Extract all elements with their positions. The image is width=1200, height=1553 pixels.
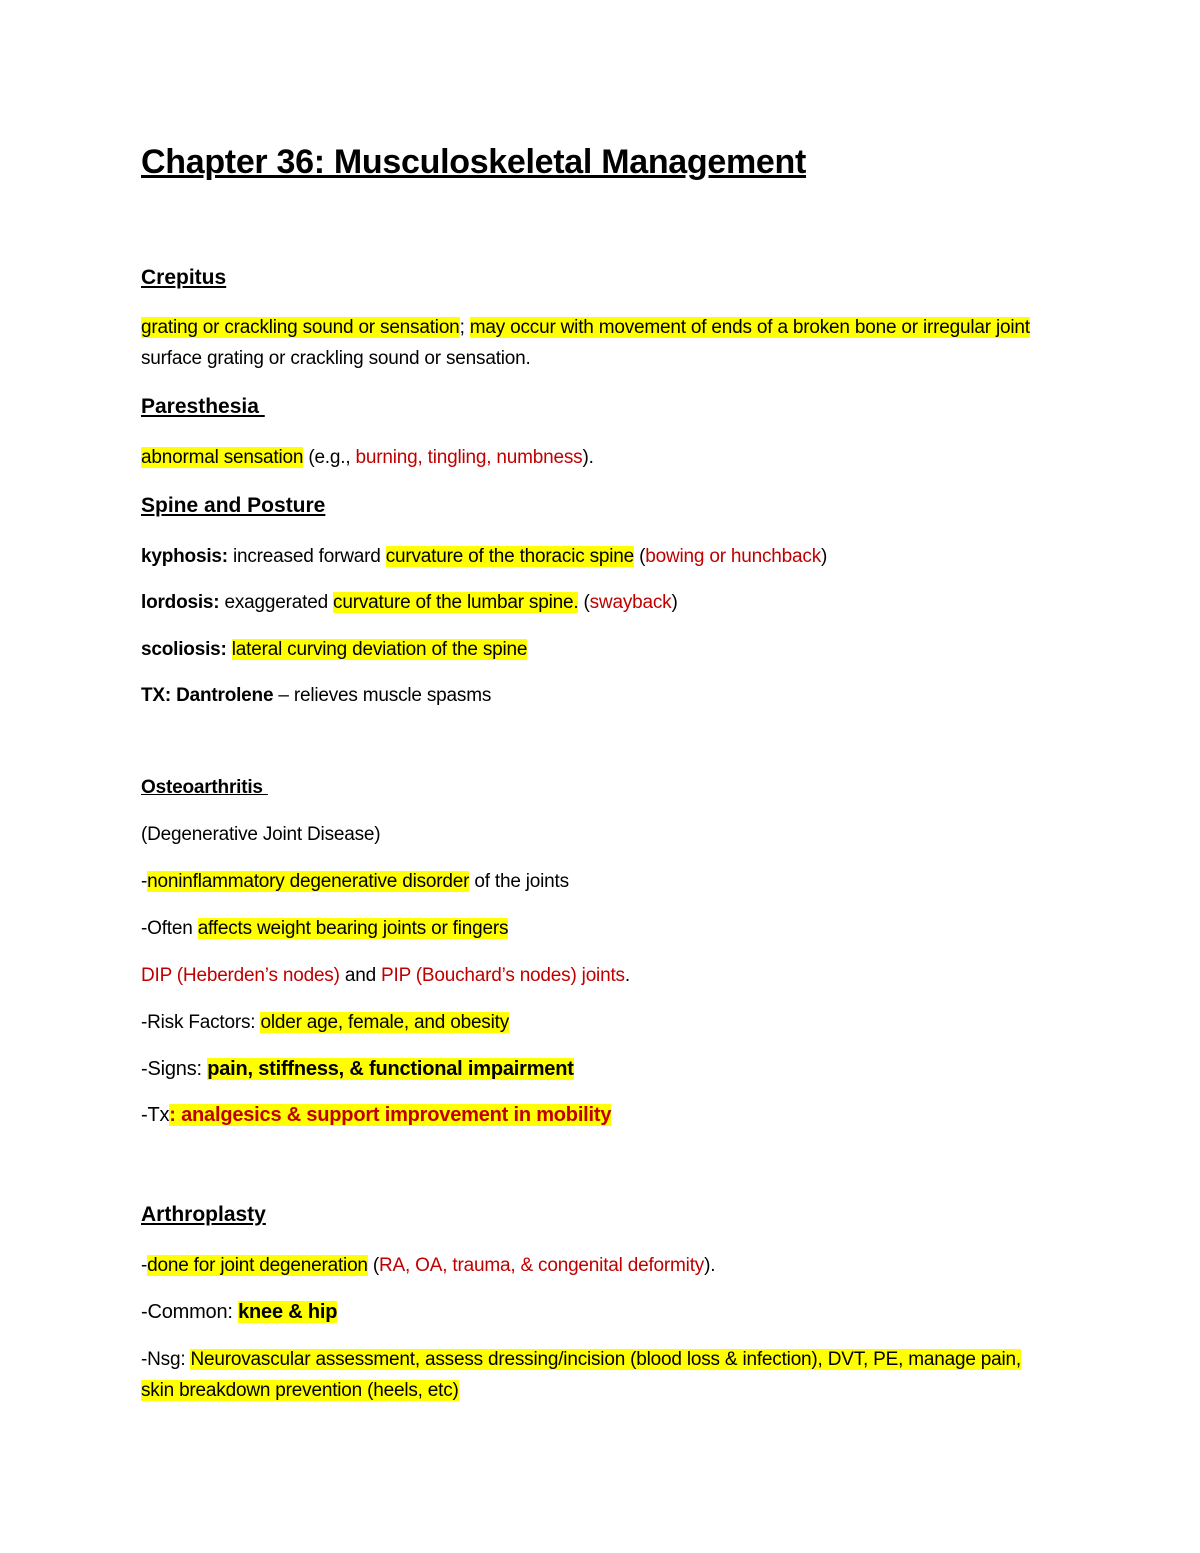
paresthesia-examples: burning, tingling, numbness <box>355 447 583 468</box>
heading-paresthesia: Paresthesia <box>141 395 265 418</box>
scoliosis-space <box>227 639 232 660</box>
oa-line-2 <box>141 913 508 944</box>
oa-signs-highlight: pain, stiffness, & functional impairment <box>207 1058 574 1080</box>
oa-signs-prefix: -Signs: <box>141 1058 208 1080</box>
paresthesia-close: ). <box>582 447 594 468</box>
arthroplasty-common-highlight: knee & hip <box>238 1301 338 1323</box>
kyphosis-open: ( <box>634 546 646 567</box>
oa-line-3-end: . <box>624 965 630 986</box>
scoliosis-highlight: lateral curving deviation of the spine <box>231 639 528 660</box>
oa-pip-text: PIP (Bouchard’s nodes) joints <box>381 965 625 986</box>
lordosis-open: ( <box>578 592 590 613</box>
oa-risk-line <box>141 1007 509 1038</box>
lordosis-line <box>141 587 678 618</box>
oa-dip-text: DIP (Heberden’s nodes) <box>141 965 340 986</box>
crepitus-text-3: surface grating or crackling sound or sensation. <box>141 348 531 369</box>
scoliosis-line <box>141 634 527 665</box>
paresthesia-term: abnormal sensation <box>141 447 304 468</box>
oa-tx-line <box>141 1100 611 1131</box>
heading-osteoarthritis: Osteoarthritis <box>141 777 268 798</box>
page-title: Chapter 36: Musculoskeletal Management <box>141 143 807 181</box>
arthroplasty-nsg-highlight: Neurovascular assessment, assess dressing/incision (blood loss & infection), DVT, PE, manage pain, skin breakdown prevention (heels, etc) <box>141 1349 1022 1401</box>
paresthesia-definition <box>141 442 594 473</box>
crepitus-space <box>465 317 470 338</box>
arthroplasty-nsg-prefix: -Nsg: <box>141 1349 191 1370</box>
arthroplasty-close: ). <box>704 1255 716 1276</box>
oa-subtitle: (Degenerative Joint Disease) <box>141 824 381 845</box>
oa-line-1-highlight: noninflammatory degenerative disorder <box>147 871 470 892</box>
scoliosis-label: scoliosis: <box>141 639 227 660</box>
lordosis-red: swayback <box>589 592 672 613</box>
crepitus-highlight-2: may occur with movement of ends of a broken bone or irregular joint <box>469 317 1030 338</box>
heading-crepitus: Crepitus <box>141 266 227 289</box>
arthroplasty-open: ( <box>367 1255 380 1276</box>
heading-arthroplasty: Arthroplasty <box>141 1203 266 1226</box>
oa-line-1-rest: of the joints <box>469 871 569 892</box>
oa-and-text: and <box>339 965 382 986</box>
lordosis-close: ) <box>671 592 678 613</box>
kyphosis-close: ) <box>821 546 828 567</box>
arthroplasty-common-prefix: -Common: <box>141 1301 239 1323</box>
spine-tx-line <box>141 680 491 711</box>
spine-tx-text: – relieves muscle spasms <box>273 685 492 706</box>
oa-risk-prefix: -Risk Factors: <box>141 1012 261 1033</box>
oa-line-2-prefix: -Often <box>141 918 198 939</box>
kyphosis-red: bowing or hunchback <box>645 546 821 567</box>
crepitus-definition <box>141 312 1051 374</box>
oa-line-2-highlight: affects weight bearing joints or fingers <box>197 918 509 939</box>
kyphosis-line <box>141 541 827 572</box>
arthroplasty-common-line <box>141 1297 337 1328</box>
oa-signs-line <box>141 1054 574 1085</box>
lordosis-text: exaggerated <box>219 592 334 613</box>
oa-line-1 <box>141 866 569 897</box>
arthroplasty-line-1 <box>141 1250 715 1281</box>
arthroplasty-dash: - <box>141 1255 148 1276</box>
arthroplasty-highlight: done for joint degeneration <box>147 1255 368 1276</box>
crepitus-separator: ; <box>459 317 465 338</box>
kyphosis-highlight: curvature of the thoracic spine <box>385 546 635 567</box>
lordosis-highlight: curvature of the lumbar spine. <box>333 592 579 613</box>
paresthesia-open: (e.g., <box>303 447 356 468</box>
spine-tx-label: TX: Dantrolene <box>141 685 274 706</box>
oa-line-3 <box>141 960 630 991</box>
oa-tx-highlight: : analgesics & support improvement in mobility <box>169 1104 612 1126</box>
oa-risk-highlight: older age, female, and obesity <box>260 1012 510 1033</box>
arthroplasty-red: RA, OA, trauma, & congenital deformity <box>379 1255 705 1276</box>
oa-tx-prefix: -Tx <box>141 1104 170 1126</box>
arthroplasty-nsg-line <box>141 1344 1051 1406</box>
oa-line-1-dash: - <box>141 871 148 892</box>
heading-spine-posture: Spine and Posture <box>141 494 326 517</box>
lordosis-label: lordosis: <box>141 592 220 613</box>
crepitus-highlight-1: grating or crackling sound or sensation <box>141 317 460 338</box>
kyphosis-label: kyphosis: <box>141 546 228 567</box>
kyphosis-text: increased forward <box>227 546 386 567</box>
